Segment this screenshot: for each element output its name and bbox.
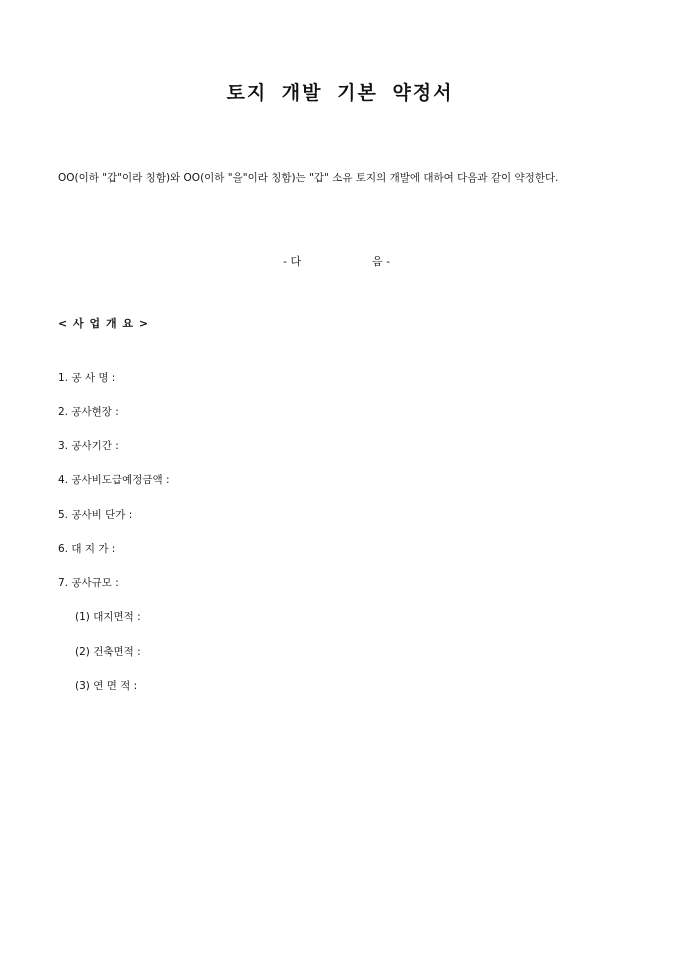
item-project-name: 1. 공 사 명 : <box>58 372 116 384</box>
item-unit-cost: 5. 공사비 단가 : <box>58 509 133 521</box>
item-contract-amount: 4. 공사비도급예정금액 : <box>58 474 170 486</box>
subitem-site-area: (1) 대지면적 : <box>75 611 141 623</box>
section-title-business-overview: < 사 업 개 요 > <box>58 317 150 330</box>
item-project-site: 2. 공사현장 : <box>58 406 119 418</box>
subitem-building-area: (2) 건축면적 : <box>75 646 141 658</box>
subitem-total-floor-area: (3) 연 면 적 : <box>75 680 138 692</box>
item-project-scale: 7. 공사규모 : <box>58 577 119 589</box>
item-project-period: 3. 공사기간 : <box>58 440 119 452</box>
da-eum-left: - 다 <box>283 255 302 268</box>
item-land-price: 6. 대 지 가 : <box>58 543 116 555</box>
document-title: 토지 개발 기본 약정서 <box>226 82 454 104</box>
intro-paragraph: OO(이하 "갑"이라 칭함)와 OO(이하 "을"이라 칭함)는 "갑" 소유 토지의 개발에 대하여 다음과 같이 약정한다. <box>58 172 559 184</box>
da-eum-right: 음 - <box>372 255 391 268</box>
